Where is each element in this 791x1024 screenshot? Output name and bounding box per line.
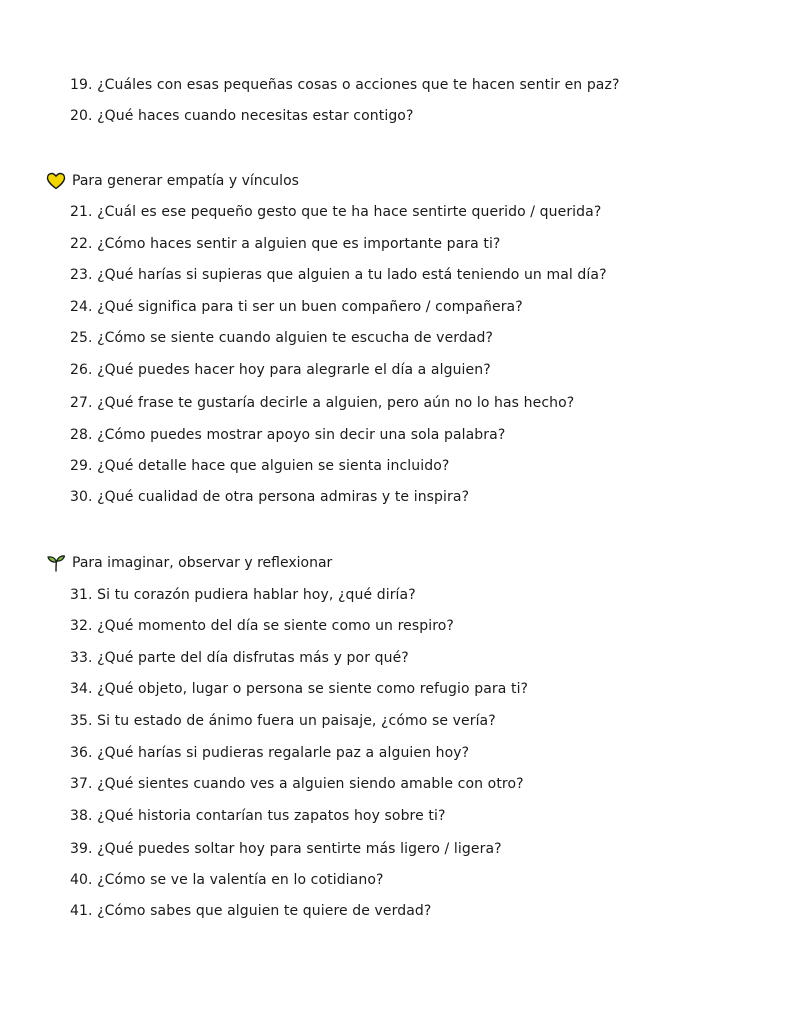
question-41: 41. ¿Cómo sabes que alguien te quiere de verdad? — [70, 903, 432, 919]
section-empathy-header — [46, 172, 299, 190]
question-23: 23. ¿Qué harías si supieras que alguien a tu lado está teniendo un mal día? — [70, 267, 607, 283]
question-34: 34. ¿Qué objeto, lugar o persona se siente como refugio para ti? — [70, 681, 529, 697]
question-40: 40. ¿Cómo se ve la valentía en lo cotidiano? — [70, 872, 384, 888]
question-33: 33. ¿Qué parte del día disfrutas más y por qué? — [70, 650, 409, 666]
question-27: 27. ¿Qué frase te gustaría decirle a alguien, pero aún no lo has hecho? — [70, 395, 575, 411]
question-29: 29. ¿Qué detalle hace que alguien se sienta incluido? — [70, 458, 450, 474]
question-39: 39. ¿Qué puedes soltar hoy para sentirte más ligero / ligera? — [70, 841, 502, 857]
question-26: 26. ¿Qué puedes hacer hoy para alegrarle el día a alguien? — [70, 362, 491, 378]
question-35: 35. Si tu estado de ánimo fuera un paisaje, ¿cómo se vería? — [70, 713, 496, 729]
section-imagine-header — [46, 554, 332, 572]
question-31: 31. Si tu corazón pudiera hablar hoy, ¿qué diría? — [70, 587, 416, 603]
question-32: 32. ¿Qué momento del día se siente como un respiro? — [70, 618, 454, 634]
question-24: 24. ¿Qué significa para ti ser un buen compañero / compañera? — [70, 299, 523, 315]
section-empathy-title: Para generar empatía y vínculos — [72, 173, 299, 189]
question-37: 37. ¿Qué sientes cuando ves a alguien siendo amable con otro? — [70, 776, 524, 792]
question-22: 22. ¿Cómo haces sentir a alguien que es importante para ti? — [70, 236, 501, 252]
sprout-icon — [46, 554, 66, 572]
question-30: 30. ¿Qué cualidad de otra persona admiras y te inspira? — [70, 489, 470, 505]
question-36: 36. ¿Qué harías si pudieras regalarle paz a alguien hoy? — [70, 745, 470, 761]
question-28: 28. ¿Cómo puedes mostrar apoyo sin decir una sola palabra? — [70, 427, 506, 443]
section-imagine-title: Para imaginar, observar y reflexionar — [72, 555, 333, 571]
heart-icon — [46, 172, 66, 190]
question-21: 21. ¿Cuál es ese pequeño gesto que te ha hace sentirte querido / querida? — [70, 204, 602, 220]
question-38: 38. ¿Qué historia contarían tus zapatos hoy sobre ti? — [70, 808, 446, 824]
question-20: 20. ¿Qué haces cuando necesitas estar contigo? — [70, 108, 414, 124]
question-25: 25. ¿Cómo se siente cuando alguien te escucha de verdad? — [70, 330, 494, 346]
question-19: 19. ¿Cuáles con esas pequeñas cosas o acciones que te hacen sentir en paz? — [70, 77, 620, 93]
